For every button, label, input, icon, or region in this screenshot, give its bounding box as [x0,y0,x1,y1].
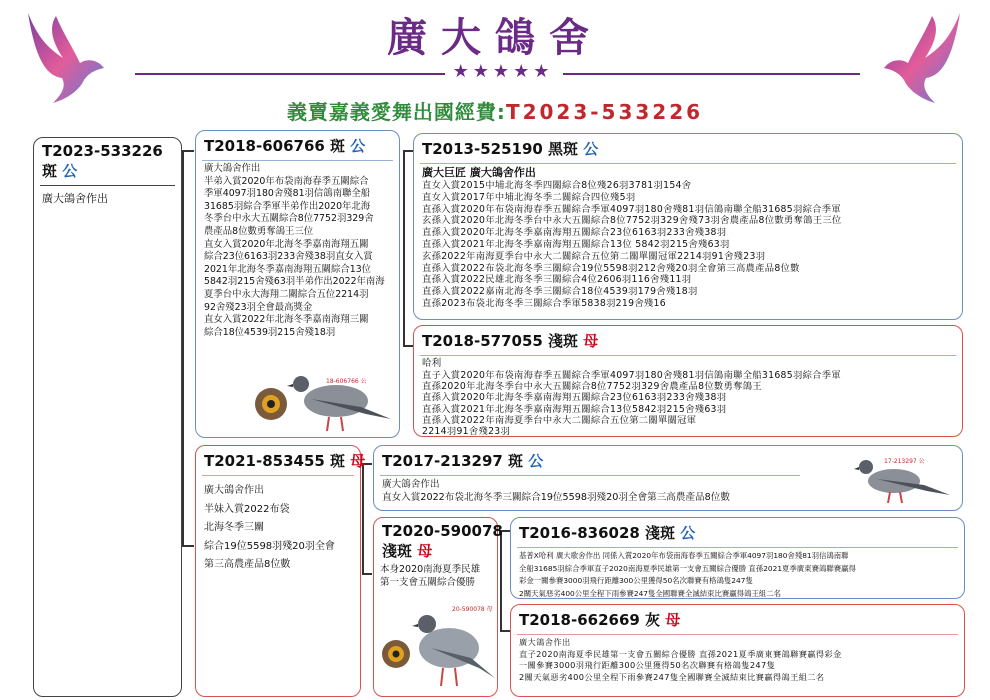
sire-dam-ring: T2018-577055 淺斑 [422,332,579,350]
sire-sex: 公 [350,137,366,155]
photo-label: 18-606766 公 [326,378,367,385]
sire-ring: T2018-606766 斑 [204,137,346,155]
sire-card [195,130,400,438]
sire-dam-text: 直子入賞2020年布袋南海春季五關綜合季軍4097羽180舍殘81羽信鴿南聯全船31685羽綜合季軍 直孫2020年北海冬季台中永大五關綜合8位7752羽329舍農產品8位數勇奪鴿王 直孫入賞2020年北海冬季嘉南海翔五關綜合23位6163羽233舍殘38羽 直孫入賞2021年北海冬季嘉南海翔五關綜合13位5842羽215舍殘63羽 直孫入賞2022年南海夏季台中永大二關綜合五位第二關單關冠軍 2214羽91舍殘23羽 [422,370,841,438]
connector [182,150,194,152]
divider [517,547,958,548]
dam-dam-ring: T2020-590078 [382,522,503,540]
dam-dam-sire-sex: 公 [680,524,696,542]
connector [403,150,405,345]
subject-color: 斑 [42,162,58,180]
dam-sire-ring: T2017-213297 斑 [382,452,524,470]
subject-note: 廣大鴿舍作出 [42,192,108,205]
sire-sire-card [413,133,963,320]
pigeon-photo [251,359,396,437]
dam-ring: T2021-853455 斑 [204,452,346,470]
dam-sire-sex: 公 [528,452,544,470]
dam-dam-sire-card [510,517,965,599]
subtitle-code: T2023-533226 [505,100,704,124]
dam-dam-card [373,517,503,697]
divider [202,160,393,161]
subtitle-prefix: 義賣嘉義愛舞出國經費: [286,100,506,124]
sire-dam-sex: 母 [583,332,599,350]
divider [40,185,175,186]
dam-sex: 母 [350,452,366,470]
photo-label: 20-590078 母 [452,606,493,613]
subject-sex: 公 [62,162,78,180]
sire-sire-ring: T2013-525190 黑斑 [422,140,579,158]
subject-ring: T2023-533226 [42,142,163,160]
connector [403,150,413,152]
sire-sire-title: 廣大巨匠 廣大鴿舍作出 [422,166,536,179]
title-rule-right [563,73,860,75]
connector [362,463,364,573]
page-title: 廣大鴿舍 [387,15,603,61]
divider [517,634,958,635]
sire-text: 廣大鴿舍作出 半弟入賞2020年布袋南海春季五關綜合 季軍4097羽180舍殘81羽信鴿南聯全船 31685羽綜合季軍半弟作出2020年北海 冬季台中永大五關綜合8位7752羽329舍 農產品8位數勇奪鴿王三位 直女入賞2020年北海冬季嘉南海翔五關 綜合23位6163羽233舍殘38羽直女入賞 2021年北海冬季嘉南海翔五關綜合13位 5842羽215舍殘63羽半弟作出2022年南海 夏季台中永大海翔二關綜合五位2214羽 92舍殘23羽全會最高獎金 直女入賞2022年北海冬季嘉南海翔三關 綜合18位4539羽215舍殘18羽 [204,163,385,338]
dam-dam-dam-card [510,604,965,697]
subject-card [33,137,182,697]
connector [500,530,502,630]
dam-dam-dam-ring: T2018-662669 灰 [519,611,661,629]
dam-card [195,445,366,697]
divider [420,163,956,164]
sire-dam-card [413,325,963,437]
dam-dam-sex: 母 [417,542,433,560]
dam-dam-sire-ring: T2016-836028 淺斑 [519,524,676,542]
dam-sire-card [373,445,963,511]
connector [182,150,184,545]
divider [420,355,956,356]
dam-text: 廣大鴿舍作出 半妹入賞2022布袋 北海冬季三關 綜合19位5598羽殘20羽全會 第三高農產品8位數 [204,485,335,570]
dam-dam-sire-text: 基普X哈利 廣大歌舍作出 同係入賞2020年布袋南海春季五關綜合季軍4097羽180舍殘81羽信鴿南聯 全船31685羽綜合季軍直子2020南海夏季民雄第一支會五關綜合優勝 直孫2021夏季廣東賽鴿聯賽贏得 彩金一關參賽3000羽飛行距離300公里獲得50名次聯賽有格鴿隻247隻 2關天氣惡劣400公里全程下雨參賽247隻全國聯賽全滅結束比賽贏得鴿王組二名 [519,551,856,598]
dam-dam-dam-text: 廣大鴿舍作出 直子2020南海夏季民雄第一支會五關綜合優勝 直孫2021夏季廣東賽鴿聯賽贏得彩金 一關參賽3000羽飛行距離300公里獲得50名次聯賽有格鴿隻247隻 2關天氣惡劣400公里全程下雨參賽247隻全國聯賽全滅結束比賽贏得鴿王組二名 [519,637,842,682]
sire-sire-text: 直女入賞2015中埔北海冬季四關綜合8位殘26羽3781羽154舍 直女入賞2017年中埔北海冬季二關綜合四位殘5羽 直孫入賞2020年布袋南海春季五關綜合季軍4097羽180舍殘81羽信鴿南聯全船31685羽綜合季軍 玄孫入賞2020年北海冬季台中永大五關綜合8位7752羽329舍殘73羽舍農產品8位數勇奪鴿王三位 直孫入賞2020年北海冬季嘉南海翔五關綜合23位6163羽233舍殘38羽 直孫入賞2021年北海冬季嘉南海翔五關綜合13位 5842羽215舍殘63羽 玄孫2022年南海夏季台中永大二關綜合五位第二關單關冠軍2214羽91舍殘23羽 直孫入賞2022布袋北海冬季三關綜合19位5598羽212舍殘20羽全會第三高農產品8位數 直孫入賞2022民雄北海冬季三關綜合4位2606羽116舍殘11羽 直孫入賞2022嘉南北海冬季三關綜合18位4539羽179舍殘18羽 直孫2023布袋北海冬季三關綜合季軍5838羽219舍殘16 [422,180,842,309]
photo-label: 17-213297 公 [884,458,925,465]
connector [403,345,413,347]
connector [182,545,194,547]
divider [202,475,354,476]
divider [380,475,800,476]
dam-sire-text: 廣大鴿舍作出 直女入賞2022布袋北海冬季三關綜合19位5598羽殘20羽全會第三高農產品8位數 [382,479,730,503]
subtitle [0,96,990,125]
dam-dam-dam-sex: 母 [665,611,681,629]
connector [362,573,372,575]
sire-sire-sex: 公 [583,140,599,158]
title-rule-left [135,73,445,75]
connector [500,630,510,632]
star-row: ★★★★★ [452,61,554,82]
dam-dam-color: 淺斑 [382,542,413,560]
sire-dam-title: 哈利 [422,358,442,369]
dam-dam-text: 本身2020南海夏季民雄 第一支會五關綜合優勝 [380,564,481,588]
